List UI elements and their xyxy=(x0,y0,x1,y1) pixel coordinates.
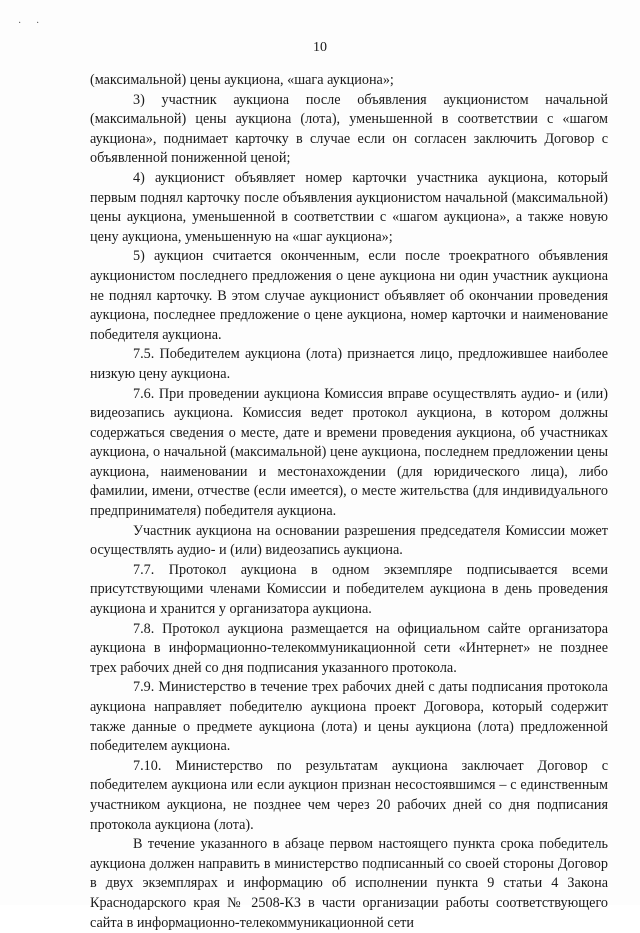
paragraph-7-10: 7.10. Министерство по результатам аукциона заключает Договор с победителем аукциона или если аукцион признан несостоявшимся – с единственным участником аукциона, не позднее чем через 20 рабочих дней со дня подписания протокола аукциона (лота). xyxy=(90,757,608,833)
scan-mark: · xyxy=(18,18,22,29)
paragraph-item-5: 5) аукцион считается оконченным, если после троекратного объявления аукционистом последнего предложения о цене аукциона ни один участник аукциона не поднял карточку. В этом случае аукционист объявляет об окончании проведения аукциона, последнее предложение о цене аукциона, номер карточки и наименование победителя аукциона. xyxy=(90,248,608,343)
paragraph-participant-recording: Участник аукциона на основании разрешения председателя Комиссии может осуществлять аудио- и (или) видеозапись аукциона. xyxy=(90,522,608,559)
scan-mark: · xyxy=(36,18,40,29)
paragraph-7-9: 7.9. Министерство в течение трех рабочих дней с даты подписания протокола аукциона направляет победителю аукциона проект Договора, который содержит также данные о предмете аукциона (лота) и цены аукциона (лота) предложенной победителем аукциона. xyxy=(90,679,608,755)
paragraph-7-7: 7.7. Протокол аукциона в одном экземпляре подписывается всеми присутствующими членами Комиссии и победителем аукциона в день проведения аукциона и хранится у организатора аукциона. xyxy=(90,561,608,618)
paragraph-7-6: 7.6. При проведении аукциона Комиссия вправе осуществлять аудио- и (или) видеозапись аукциона. Комиссия ведет протокол аукциона, в котором должны содержаться сведения о месте, дате и времени проведения аукциона, об участниках аукциона, о начальной (максимальной) цене аукциона, последнем предложении цены аукциона, наименовании и местонахождении (для юридического лица), либо фамилии, имени, отчестве (если имеется), о месте жительства (для индивидуального предпринимателя) победителя аукциона. xyxy=(90,385,608,520)
document-body xyxy=(90,71,608,933)
paragraph-term: В течение указанного в абзаце первом настоящего пункта срока победитель аукциона должен направить в министерство подписанный со своей стороны Договор в двух экземплярах и информацию об исполнении пункта 9 статьи 4 Закона Краснодарского края № 2508-КЗ в части организации работы соответствующего сайта в информационно-телекоммуникационной сети xyxy=(90,836,608,931)
paragraph-continuation: (максимальной) цены аукциона, «шага аукциона»; xyxy=(90,72,394,88)
paragraph-7-8: 7.8. Протокол аукциона размещается на официальном сайте организатора аукциона в информационно-телекоммуникационной сети «Интернет» не позднее трех рабочих дней со дня подписания указанного протокола. xyxy=(90,620,608,676)
paragraph-item-4: 4) аукционист объявляет номер карточки участника аукциона, который первым поднял карточку после объявления аукционистом начальной (максимальной) цены аукциона, уменьшенной в соответствии с «шагом аукциона», а также новую цену аукциона, уменьшенную на «шаг аукциона»; xyxy=(90,169,608,245)
paragraph-item-3: 3) участник аукциона после объявления аукционистом начальной (максимальной) цены аукциона (лота), уменьшенной в соответствии с «шагом аукциона», поднимает карточку в случае если он согласен заключить Договор с объявленной пониженной ценой; xyxy=(90,91,608,167)
page-number: 10 xyxy=(313,40,327,55)
paragraph-7-5: 7.5. Победителем аукциона (лота) признается лицо, предложившее наиболее низкую цену аукциона. xyxy=(90,346,608,382)
